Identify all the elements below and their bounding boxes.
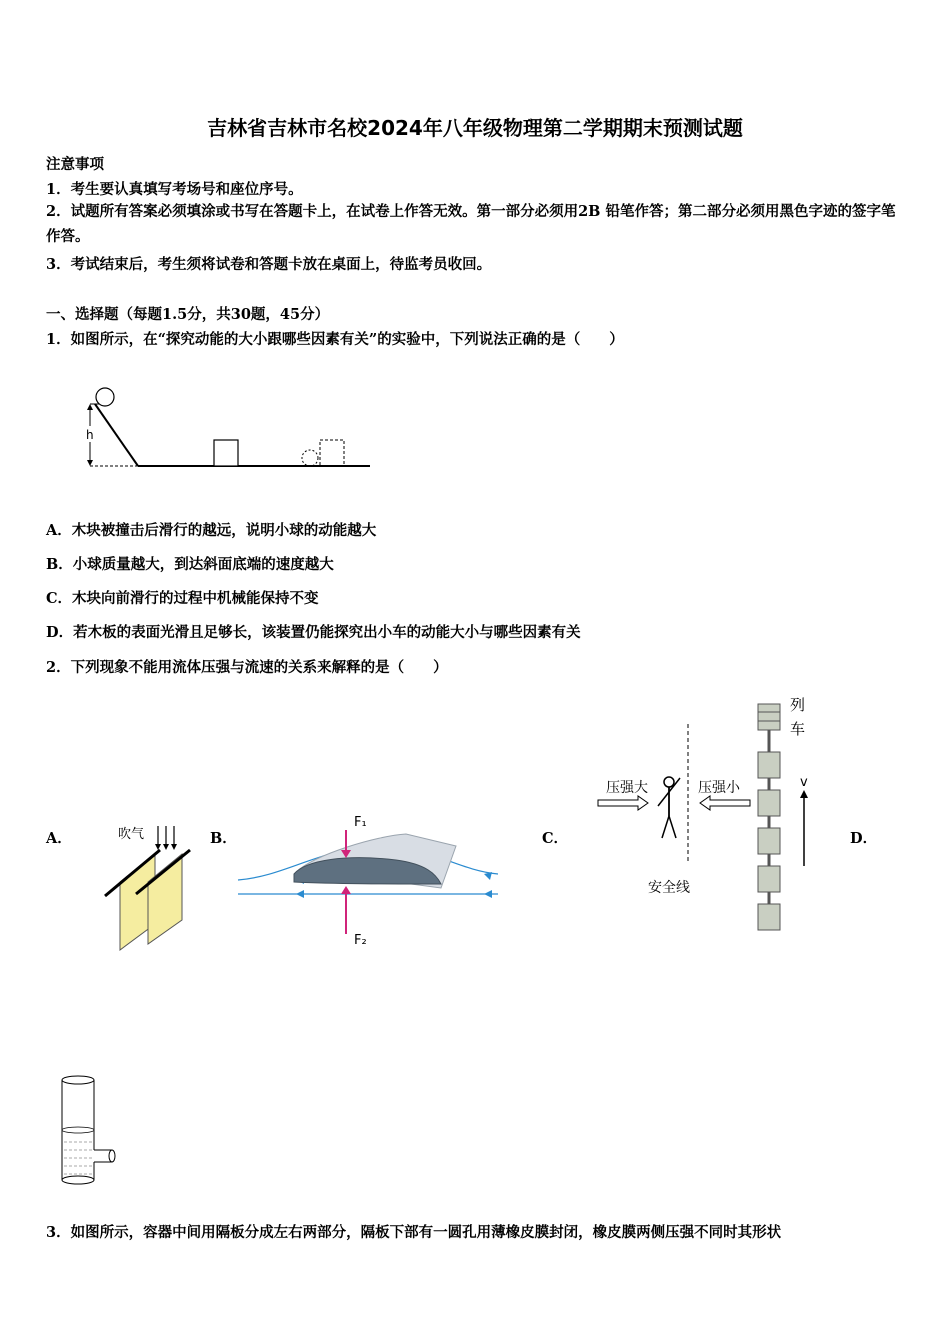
f2-label: F₂: [354, 933, 367, 948]
q3-stem: 3．如图所示，容器中间用隔板分成左右两部分，隔板下部有一圆孔用薄橡皮膜封闭，橡皮膜两侧压强不同时其形状: [46, 1224, 782, 1241]
train-label-1: 列: [790, 696, 806, 714]
high-pressure-label: 压强大: [606, 780, 648, 796]
q2-figure-b: [236, 810, 506, 950]
blow-label: 吹气: [118, 827, 145, 842]
q2-label-b: B．: [210, 830, 237, 847]
q2-figure-d: [50, 1070, 130, 1190]
q1-option-d: D．若木板的表面光滑且足够长，该装置仍能探究出小车的动能大小与哪些因素有关: [46, 624, 581, 641]
section-heading: 一、选择题（每题1.5分，共30题，45分）: [46, 306, 330, 323]
q2-figure-c: [590, 694, 830, 939]
notice-item-2: 2．试题所有答案必须填涂或书写在答题卡上，在试卷上作答无效。第一部分必须用2B 铅笔作答；第二部分必须用黑色字迹的签字笔作答。: [46, 203, 896, 245]
train-label-2: 车: [790, 720, 806, 738]
velocity-label: v: [800, 775, 808, 790]
q2-figure-a: [100, 820, 200, 955]
notice-item-1: 1．考生要认真填写考场号和座位序号。: [46, 181, 303, 198]
notice-item-3: 3．考试结束后，考生须将试卷和答题卡放在桌面上，待监考员收回。: [46, 256, 492, 273]
f1-label: F₁: [354, 815, 367, 830]
q2-label-a: A．: [46, 830, 72, 847]
q1-option-a: A．木块被撞击后滑行的越远，说明小球的动能越大: [46, 522, 377, 539]
q1-figure: [70, 382, 380, 477]
block: [214, 440, 238, 466]
low-pressure-label: 压强小: [698, 780, 740, 796]
q2-stem: 2．下列现象不能用流体压强与流速的关系来解释的是（ ）: [46, 659, 448, 676]
page-title: 吉林省吉林市名校2024年八年级物理第二学期期末预测试题: [207, 116, 743, 140]
h-label: h: [86, 428, 94, 442]
q1-option-b: B．小球质量越大，到达斜面底端的速度越大: [46, 556, 334, 573]
ball: [96, 388, 114, 406]
person-icon: [664, 777, 674, 787]
q2-label-c: C．: [542, 830, 569, 847]
q1-stem: 1．如图所示，在“探究动能的大小跟哪些因素有关”的实验中，下列说法正确的是（ ）: [46, 331, 624, 348]
q2-label-d: D．: [850, 830, 878, 847]
notice-heading: 注意事项: [46, 156, 104, 173]
q1-option-c: C．木块向前滑行的过程中机械能保持不变: [46, 590, 319, 607]
safety-line-label: 安全线: [648, 880, 690, 896]
